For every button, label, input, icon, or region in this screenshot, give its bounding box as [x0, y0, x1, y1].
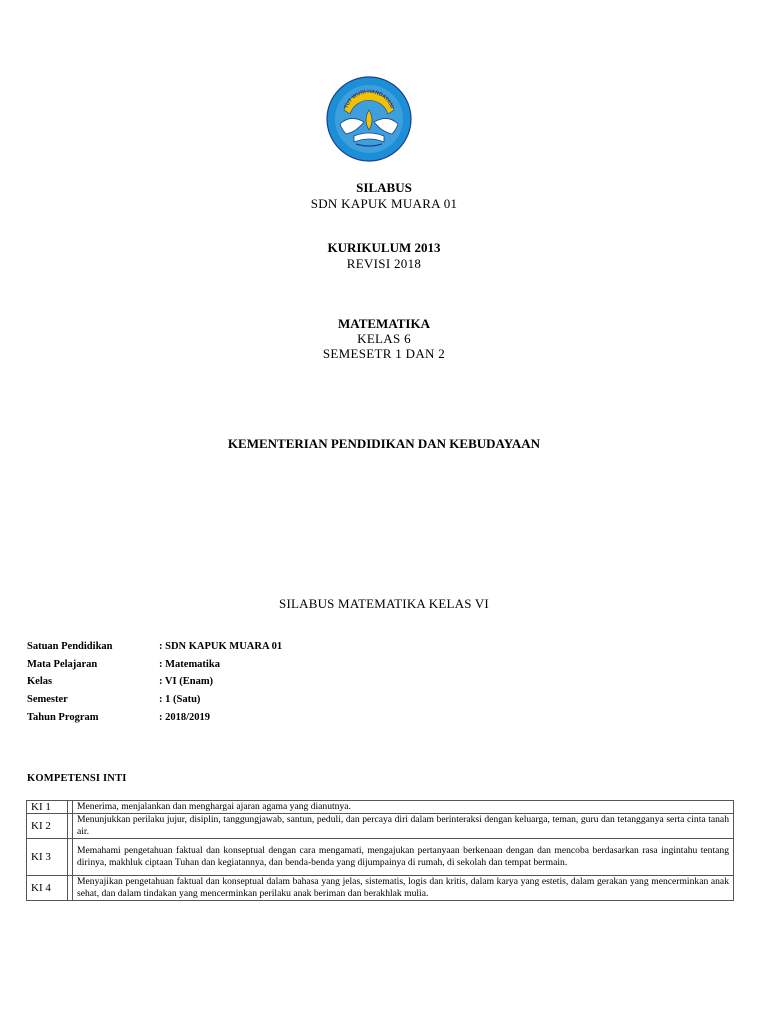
curriculum-title: KURIKULUM 2013 [327, 240, 441, 255]
ki-code: KI 4 [27, 876, 68, 901]
info-value: : 2018/2019 [159, 711, 211, 723]
ki-description: Menyajikan pengetahuan faktual dan konseptual dalam bahasa yang jelas, sistematis, logis dan kritis, dalam karya yang estetis, dalam gerakan yang mencerminkan anak sehat, dan dalam tindakan yang mencerminkan perilaku anak beriman dan berakhlak mulia. [73, 876, 734, 901]
ki-description: Menerima, menjalankan dan menghargai ajaran agama yang dianutnya. [73, 801, 734, 814]
info-row [27, 691, 282, 709]
grade-label: KELAS 6 [357, 331, 411, 346]
info-label: Mata Pelajaran [27, 658, 98, 670]
info-label: Satuan Pendidikan [27, 641, 113, 653]
ministry-name: KEMENTERIAN PENDIDIKAN DAN KEBUDAYAAN [227, 436, 541, 451]
ki-description: Menunjukkan perilaku jujur, disiplin, tanggungjawab, santun, peduli, dan percaya diri dalam berinteraksi dengan keluarga, teman, guru dan tetangganya serta cinta tanah air. [73, 814, 734, 839]
ki-heading: KOMPETENSI INTI [27, 773, 127, 784]
semester-label: SEMESETR 1 DAN 2 [322, 346, 446, 361]
info-row [27, 708, 282, 726]
syllabus-title: SILABUS MATEMATIKA KELAS VI [279, 596, 489, 611]
info-row [27, 638, 282, 656]
subject-title: MATEMATIKA [338, 316, 430, 331]
info-label: Kelas [27, 676, 53, 688]
school-name: SDN KAPUK MUARA 01 [310, 196, 458, 211]
revision-label: REVISI 2018 [346, 256, 422, 271]
info-value: : Matematika [159, 658, 220, 670]
info-label: Semester [27, 694, 68, 706]
info-row [27, 673, 282, 691]
ki-code: KI 3 [27, 839, 68, 876]
table-row [27, 801, 734, 814]
info-value: : VI (Enam) [159, 676, 214, 688]
ki-table [26, 800, 734, 901]
table-row [27, 876, 734, 901]
ki-code: KI 2 [27, 814, 68, 839]
svg-text:TUT WURI HANDAYANI: TUT WURI HANDAYANI [343, 88, 395, 110]
tut-wuri-handayani-logo [326, 76, 412, 162]
table-row [27, 839, 734, 876]
identity-info [27, 638, 282, 726]
document-title: SILABUS [356, 180, 412, 195]
info-label: Tahun Program [27, 711, 99, 723]
info-row [27, 656, 282, 674]
ki-code: KI 1 [27, 801, 68, 814]
info-value: : 1 (Satu) [159, 694, 201, 706]
info-value: : SDN KAPUK MUARA 01 [159, 641, 283, 653]
table-row [27, 814, 734, 839]
ki-description: Memahami pengetahuan faktual dan konseptual dengan cara mengamati, mengajukan pertanyaan berkenaan dengan dan mencoba berdasarkan rasa ingintahu tentang dirinya, makhluk ciptaan Tuhan dan kegiatannya, dan benda-benda yang dijumpainya di rumah, di sekolah dan tempat bermain. [73, 839, 734, 876]
